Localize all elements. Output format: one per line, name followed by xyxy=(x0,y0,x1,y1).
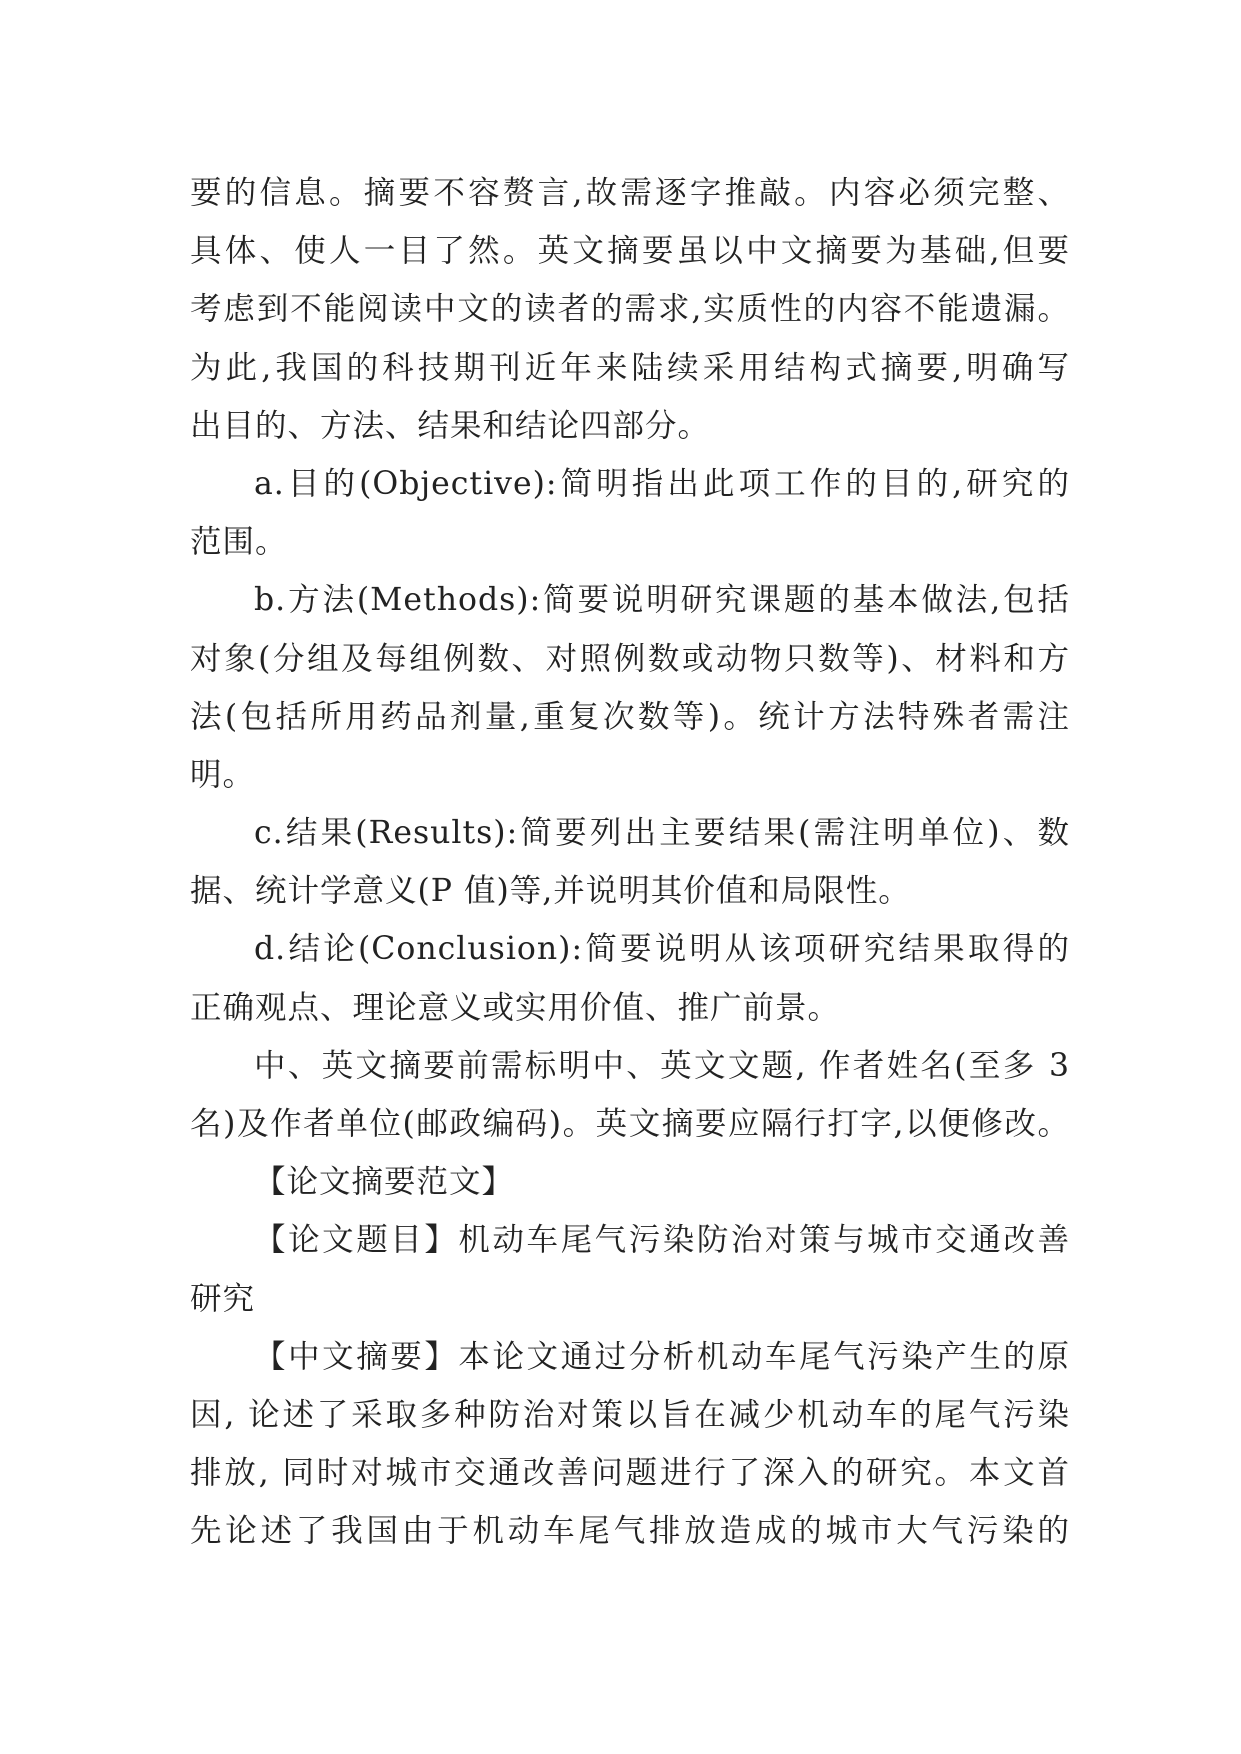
text-line: 明。 xyxy=(190,756,256,793)
text-line: 研究 xyxy=(190,1280,256,1317)
text-line: 中、英文摘要前需标明中、英文文题, 作者姓名(至多 3 xyxy=(254,1047,1070,1084)
text-line: 名)及作者单位(邮政编码)。英文摘要应隔行打字,以便修改。 xyxy=(190,1106,1070,1142)
text-line: 具体、使人一目了然。英文摘要虽以中文摘要为基础,但要 xyxy=(190,233,1070,270)
text-line: 【论文题目】机动车尾气污染防治对策与城市交通改善 xyxy=(254,1222,1070,1259)
text-line: b.方法(Methods):简要说明研究课题的基本做法,包括 xyxy=(254,582,1070,619)
text-line: 为此,我国的科技期刊近年来陆续采用结构式摘要,明确写 xyxy=(190,349,1070,386)
text-line: 出目的、方法、结果和结论四部分。 xyxy=(190,407,711,444)
text-line: d.结论(Conclusion):简要说明从该项研究结果取得的 xyxy=(254,931,1070,968)
text-line: 据、统计学意义(P 值)等,并说明其价值和局限性。 xyxy=(190,873,911,910)
text-line: 要的信息。摘要不容赘言,故需逐字推敲。内容必须完整、 xyxy=(190,175,1070,211)
text-line: 正确观点、理论意义或实用价值、推广前景。 xyxy=(190,989,841,1026)
text-line: 排放, 同时对城市交通改善问题进行了深入的研究。本文首 xyxy=(190,1455,1070,1492)
text-line: c.结果(Results):简要列出主要结果(需注明单位)、数 xyxy=(254,815,1070,852)
text-line: 法(包括所用药品剂量,重复次数等)。统计方法特殊者需注 xyxy=(190,698,1070,735)
text-line: 【中文摘要】本论文通过分析机动车尾气污染产生的原 xyxy=(254,1338,1070,1375)
text-line: 先论述了我国由于机动车尾气排放造成的城市大气污染的 xyxy=(190,1513,1070,1550)
text-line: 对象(分组及每组例数、对照例数或动物只数等)、材料和方 xyxy=(190,640,1070,677)
text-line: 考虑到不能阅读中文的读者的需求,实质性的内容不能遗漏。 xyxy=(190,291,1070,328)
section-heading: 【论文摘要范文】 xyxy=(254,1164,515,1201)
text-line: 范围。 xyxy=(190,524,288,561)
text-line: 因, 论述了采取多种防治对策以旨在减少机动车的尾气污染 xyxy=(190,1396,1070,1433)
text-line: a.目的(Objective):简明指出此项工作的目的,研究的 xyxy=(254,465,1070,502)
body-text xyxy=(190,164,1070,1561)
